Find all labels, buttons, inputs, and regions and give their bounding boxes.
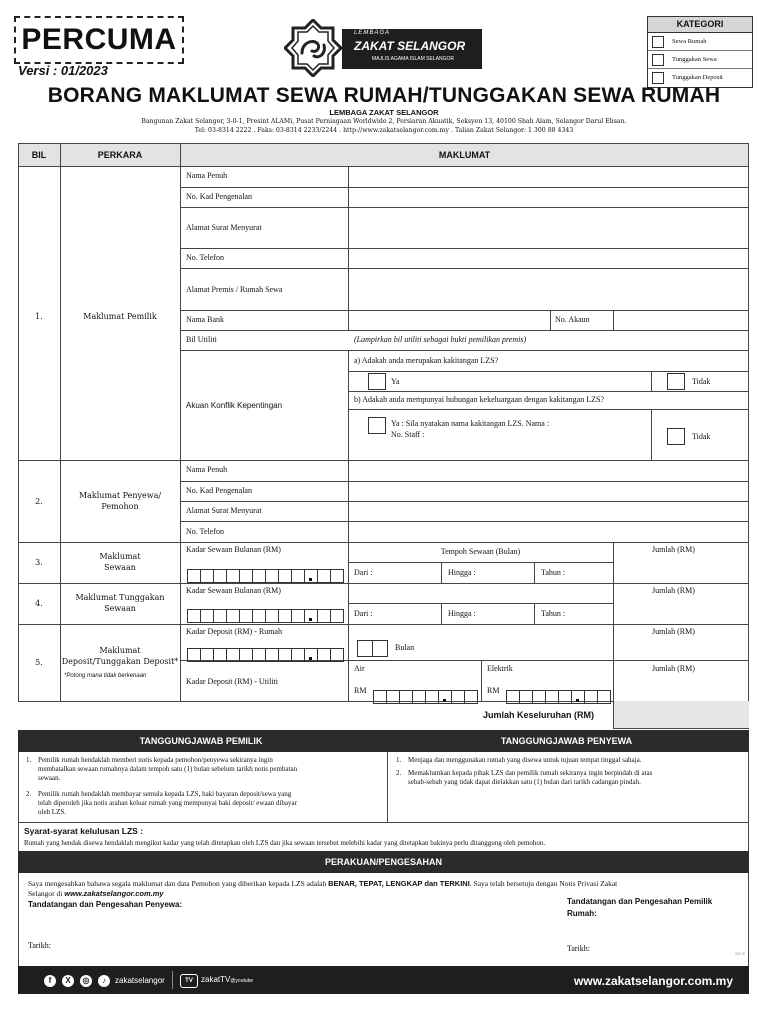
kategori-option-sewa[interactable] <box>648 33 752 51</box>
section-2-number: 2. <box>35 497 43 506</box>
logo-big-text: ZAKAT SELANGOR <box>354 39 466 53</box>
penyewa-resp-2-line: Memaklumkan kepada pihak LZS dan pemilik rumah sekiranya ingin berpindah di atas <box>408 769 653 777</box>
s3-kadar-boxes[interactable] <box>188 569 344 581</box>
field-ic-penyewa: No. Kad Pengenalan <box>186 486 252 495</box>
section-3-title-1: Maklumat <box>99 552 141 561</box>
s5-elektrik-boxes[interactable] <box>507 690 611 702</box>
section-4-title-2: Sewaan <box>104 604 136 613</box>
s5-air-rm: RM <box>354 686 367 695</box>
s5-bulan-label: Bulan <box>395 643 415 652</box>
section-2-title-2: Pemohon <box>101 502 139 511</box>
logo-small-text: LEMBAGA <box>354 30 391 36</box>
s5-deposit-rumah-boxes[interactable] <box>188 648 344 660</box>
perakuan-text-a: Saya mengesahkan bahawa segala maklumat dan data Pemohon yang diberikan kepada LZS adalah <box>28 879 327 888</box>
field-akuan-konflik: Akuan Konflik Kepentingan <box>186 401 283 410</box>
qb-no-staff-label: No. Staff : <box>391 430 425 439</box>
footer-divider <box>172 971 173 989</box>
s5-jumlah-label-2: Jumlah (RM) <box>652 664 695 673</box>
facebook-icon[interactable]: f <box>44 975 56 987</box>
perakuan-title: PERAKUAN/PENGESAHAN <box>18 851 749 873</box>
col-maklumat: MAKLUMAT <box>438 150 491 160</box>
total-cell[interactable] <box>613 701 749 728</box>
question-a: a) Adakah anda merupakan kakitangan LZS? <box>354 356 499 365</box>
s3-tahun-label: Tahun : <box>541 568 566 577</box>
s5-deposit-utiliti-label: Kadar Deposit (RM) - Utiliti <box>186 677 278 686</box>
perakuan-statement <box>28 879 748 899</box>
s3-jumlah-label: Jumlah (RM) <box>652 545 695 554</box>
pemilik-resp-title: TANGGUNGJAWAB PEMILIK <box>18 730 384 752</box>
youtube-text: @youtube <box>230 978 254 984</box>
zakat-tv-text: zakatTV <box>201 975 231 984</box>
perakuan-text-b: BENAR, TEPAT, LENGKAP dan TERKINI <box>328 879 470 888</box>
penyewa-resp-1-num: 1. <box>396 756 402 764</box>
section-5-number: 5. <box>35 658 43 667</box>
section-4-title-1: Maklumat Tunggakan <box>75 593 165 602</box>
x-twitter-icon[interactable]: X <box>62 975 74 987</box>
field-nama-penuh-pemilik: Nama Penuh <box>186 171 228 180</box>
field-bil-utiliti: Bil Utiliti <box>186 335 217 344</box>
free-label: PERCUMA <box>14 16 184 64</box>
field-nama-penuh-penyewa: Nama Penuh <box>186 465 228 474</box>
qa-tidak-checkbox[interactable] <box>667 373 685 390</box>
field-ic-pemilik: No. Kad Pengenalan <box>186 192 252 201</box>
s4-tahun-label: Tahun : <box>541 609 566 618</box>
s5-elektrik-label: Elektrik <box>487 664 513 673</box>
s3-kadar-label: Kadar Sewaan Bulanan (RM) <box>186 545 281 554</box>
pemilik-resp-2-line: Pemilik rumah hendaklah membayar semula kepada LZS, baki bayaran deposit/sewa yang <box>38 790 292 798</box>
pemilik-resp-1-line: membatalkan sewaan rumahnya dalam tempoh satu (1) bulan sebelum tarikh notis pembatan <box>38 765 298 773</box>
syarat-title: Syarat-syarat kelulusan LZS : <box>24 826 144 836</box>
s5-air-label: Air <box>354 664 365 673</box>
col-bil: BIL <box>31 150 47 160</box>
pemilik-resp-2-line: telah diperoleh jika notis arahan keluar rumah yang mempunyai baki deposit/ ewaan dibayar <box>38 799 297 807</box>
total-label: Jumlah Keseluruhan (RM) <box>483 710 595 720</box>
qa-ya-checkbox[interactable] <box>368 373 386 390</box>
field-telefon-pemilik: No. Telefon <box>186 253 224 262</box>
s5-deposit-rumah-label: Kadar Deposit (RM) - Rumah <box>186 627 282 636</box>
qb-ya-checkbox[interactable] <box>368 417 386 434</box>
field-alamat-pemilik: Alamat Surat Menyurat <box>186 223 262 232</box>
s5-elektrik-rm: RM <box>487 686 500 695</box>
page-code: 2/2 IT <box>735 951 746 956</box>
privacy-link[interactable]: www.zakatselangor.com.my <box>64 889 164 898</box>
syarat-text: Rumah yang hendak disewa hendaklah mengikut kadar yang telah ditetapkan oleh LZS dan jika sewaan tersebut melebihi kadar yang ditetapkan bakinya perlu ditanggung oleh pemohon. <box>24 839 546 847</box>
field-telefon-penyewa: No. Telefon <box>186 527 224 536</box>
s3-hingga-label: Hingga : <box>448 568 476 577</box>
pemilik-resp-2 <box>26 790 378 817</box>
footer-website[interactable]: www.zakatselangor.com.my <box>574 974 733 988</box>
form-title: BORANG MAKLUMAT SEWA RUMAH/TUNGGAKAN SEWA RUMAH <box>47 84 721 107</box>
sign-pemilik-label-2: Rumah: <box>567 909 597 918</box>
qa-ya-label: Ya <box>391 377 400 386</box>
qa-tidak-label: Tidak <box>692 377 711 386</box>
form-version: Versi : 01/2023 <box>18 63 108 78</box>
kategori-option-label: Tunggakan Sewa <box>672 56 717 63</box>
penyewa-resp-2-line: sebab-sebab yang tidak dapat dielakkan satu (1) bulan dari tarikh cadangan pindah. <box>408 778 641 786</box>
instagram-icon[interactable]: ◎ <box>80 975 92 987</box>
tv-icon: TV <box>180 974 198 988</box>
section-4-number: 4. <box>35 599 43 608</box>
s4-kadar-label: Kadar Sewaan Bulanan (RM) <box>186 586 281 595</box>
kategori-box <box>647 16 753 88</box>
col-perkara: PERKARA <box>97 150 143 160</box>
s4-dari-label: Dari : <box>354 609 373 618</box>
section-2-title-1: Maklumat Penyewa/ <box>78 491 162 500</box>
pemilik-resp-2-num: 2. <box>26 790 32 798</box>
perakuan-text-d: Selangor di <box>28 889 63 898</box>
s4-hingga-label: Hingga : <box>448 609 476 618</box>
penyewa-resp-2 <box>396 769 748 787</box>
zakat-selangor-logo <box>284 19 484 77</box>
penyewa-resp-2-num: 2. <box>396 769 402 777</box>
org-name: LEMBAGA ZAKAT SELANGOR <box>329 108 439 117</box>
kategori-title: KATEGORI <box>648 17 752 33</box>
section-5-title-2: Deposit/Tunggakan Deposit* <box>61 657 179 666</box>
pemilik-resp-2-line: oleh LZS. <box>38 808 66 816</box>
s3-dari-label: Dari : <box>354 568 373 577</box>
penyewa-resp-1-line: Menjaga dan menggunakan rumah yang disewa untuk tujuan tempat tinggal sahaja. <box>408 756 642 764</box>
perakuan-text-c: . Saya telah bersetuju dengan Notis Privasi Zakat <box>469 879 618 888</box>
s3-tempoh-label: Tempoh Sewaan (Bulan) <box>440 547 521 556</box>
s5-jumlah-label-1: Jumlah (RM) <box>652 627 695 636</box>
sign-penyewa-label: Tandatangan dan Pengesahan Penyewa: <box>28 900 183 909</box>
tiktok-icon[interactable]: ♪ <box>98 975 110 987</box>
kategori-checkbox[interactable] <box>652 36 664 48</box>
penyewa-resp-title: TANGGUNGJAWAB PENYEWA <box>384 730 749 752</box>
section-5-title-1: Maklumat <box>99 646 141 655</box>
penyewa-resp-1 <box>396 756 748 765</box>
field-nama-bank: Nama Bank <box>186 315 224 324</box>
question-b: b) Adakah anda mempunyai hubungan kekeluargaan dengan kakitangan LZS? <box>354 395 604 404</box>
bil-utiliti-note: (Lampirkan bil utiliti sebagai bukti pemilikan premis) <box>354 335 527 344</box>
s4-kadar-boxes[interactable] <box>188 609 344 621</box>
field-alamat-premis: Alamat Premis / Rumah Sewa <box>186 285 283 294</box>
zakat-tv-label <box>201 975 253 984</box>
kategori-option-label: Tunggakan Deposit <box>672 74 723 81</box>
qb-ya-label: Ya : Sila nyatakan nama kakitangan LZS. Nama : <box>391 419 550 428</box>
section-5-note: *Potong mana tidak berkenaan <box>64 673 147 679</box>
pemilik-resp-1 <box>26 756 378 783</box>
pemilik-resp-1-num: 1. <box>26 756 32 764</box>
social-handle: zakatselangor <box>115 976 165 985</box>
pemilik-resp-1-line: Pemilik rumah hendaklah memberi notis kepada pemohon/penyewa sekiranya ingin <box>38 756 273 764</box>
section-3-title-2: Sewaan <box>104 563 136 572</box>
section-1-title: Maklumat Pemilik <box>83 312 157 321</box>
pemilik-resp-1-line: sewaan. <box>38 774 61 782</box>
field-no-akaun: No. Akaun <box>555 315 590 324</box>
section-3-number: 3. <box>35 558 43 567</box>
kategori-option-tunggakan-sewa[interactable] <box>648 51 752 69</box>
logo-sub-text: MAJLIS AGAMA ISLAM SELANGOR <box>372 56 454 62</box>
org-contact: Tel: 03-8314 2222 . Faks: 03-8314 2233/2244 . http://www.zakatselangor.com.my . Talian Zakat Selangor: 1 300 88 4343 <box>194 127 574 134</box>
org-address: Bangunan Zakat Selangor, 3-0-1, Presint ALAMi, Pusat Perniagaan Worldwide 2, Persiaran Akuatik, Seksyen 13, 40100 Shah Alam, Selangor Darul Ehsan. <box>141 118 627 125</box>
tarikh-pemilik-label: Tarikh: <box>567 944 590 953</box>
qb-tidak-label: Tidak <box>692 432 711 441</box>
tarikh-penyewa-label: Tarikh: <box>28 941 51 950</box>
s5-air-boxes[interactable] <box>374 690 478 702</box>
kategori-option-label: Sewa Rumah <box>672 38 707 45</box>
qb-tidak-checkbox[interactable] <box>667 428 685 445</box>
footer-bar <box>18 966 749 994</box>
kategori-checkbox[interactable] <box>652 54 664 66</box>
s4-jumlah-label: Jumlah (RM) <box>652 586 695 595</box>
kategori-checkbox[interactable] <box>652 72 664 84</box>
field-alamat-penyewa: Alamat Surat Menyurat <box>186 506 262 515</box>
section-1-number: 1. <box>35 312 43 321</box>
s5-bulan-boxes[interactable] <box>358 640 388 655</box>
sign-pemilik-label-1: Tandatangan dan Pengesahan Pemilik <box>567 897 713 906</box>
